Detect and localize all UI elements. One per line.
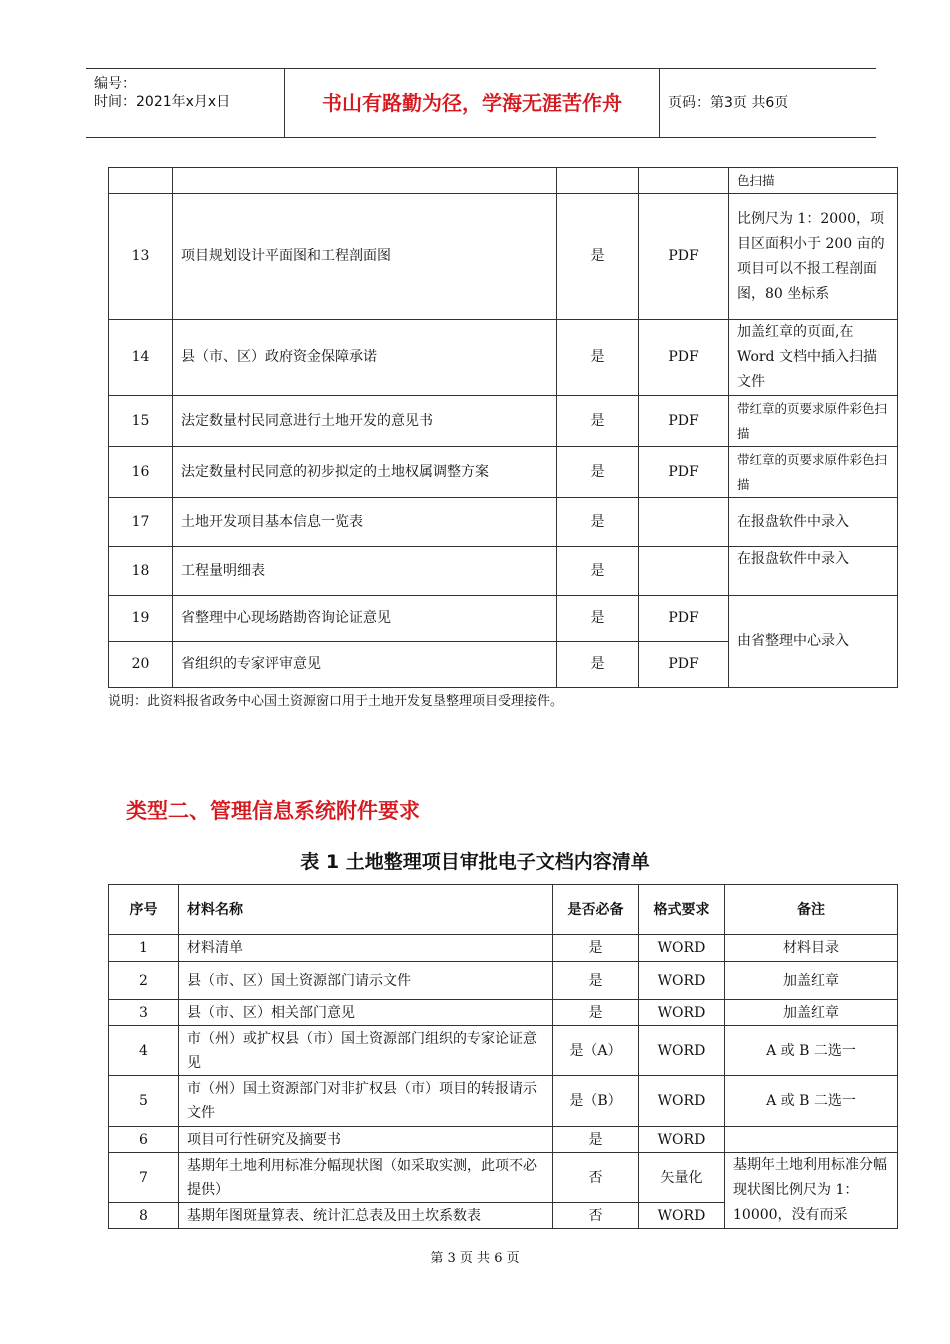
header-no: 序号 — [109, 885, 179, 935]
row-remark: 由省整理中心录入 — [729, 596, 898, 688]
table-row — [109, 1153, 898, 1203]
row-remark: A 或 B 二选一 — [725, 1076, 898, 1127]
section-title: 类型二、管理信息系统附件要求 — [126, 799, 420, 823]
table-row — [109, 1076, 898, 1127]
row-material-name: 县（市、区）政府资金保障承诺 — [173, 320, 557, 396]
row-format: WORD — [639, 1127, 725, 1153]
page-footer: 第 3 页 共 6 页 — [430, 1251, 520, 1266]
row-material-name: 市（州）国土资源部门对非扩权县（市）项目的转报请示文件 — [179, 1076, 553, 1127]
row-format: PDF — [639, 320, 729, 396]
row-number: 6 — [109, 1127, 179, 1153]
row-format: PDF — [639, 642, 729, 688]
table-row — [109, 547, 898, 596]
row-required: 是 — [557, 596, 639, 642]
table-row — [109, 596, 898, 642]
row-required: 是 — [557, 396, 639, 447]
table-row — [109, 396, 898, 447]
row-required: 是 — [553, 1000, 639, 1026]
row-number: 15 — [109, 396, 173, 447]
row-material-name: 工程量明细表 — [173, 547, 557, 596]
row-material-name: 县（市、区）国土资源部门请示文件 — [179, 962, 553, 1000]
row-format: WORD — [639, 1000, 725, 1026]
table-row — [109, 962, 898, 1000]
row-required: 否 — [553, 1153, 639, 1203]
row-material-name: 省整理中心现场踏勘咨询论证意见 — [173, 596, 557, 642]
row-format: WORD — [639, 1076, 725, 1127]
row-remark: 色扫描 — [729, 168, 898, 194]
row-format: PDF — [639, 447, 729, 498]
header-page-label: 页码：第3页 共6页 — [668, 95, 789, 111]
row-remark: 在报盘软件中录入 — [729, 498, 898, 547]
row-number: 16 — [109, 447, 173, 498]
row-material-name: 法定数量村民同意的初步拟定的土地权属调整方案 — [173, 447, 557, 498]
row-number: 13 — [109, 194, 173, 320]
row-remark: 基期年土地利用标准分幅现状图比例尺为 1：10000，没有而采 — [725, 1153, 898, 1229]
row-remark: 带红章的页要求原件彩色扫描 — [729, 396, 898, 447]
row-remark: 材料目录 — [725, 935, 898, 962]
row-remark: A 或 B 二选一 — [725, 1026, 898, 1076]
row-required: 是 — [553, 962, 639, 1000]
header-meta — [86, 69, 285, 137]
row-required: 否 — [553, 1203, 639, 1229]
row-format: WORD — [639, 935, 725, 962]
row-material-name: 省组织的专家评审意见 — [173, 642, 557, 688]
row-required — [557, 168, 639, 194]
row-number: 20 — [109, 642, 173, 688]
table-row — [109, 194, 898, 320]
row-number: 5 — [109, 1076, 179, 1127]
row-number: 8 — [109, 1203, 179, 1229]
row-number: 14 — [109, 320, 173, 396]
row-remark: 加盖红章 — [725, 962, 898, 1000]
materials-table-continued — [108, 167, 898, 688]
row-format: PDF — [639, 194, 729, 320]
table-header-row — [109, 885, 898, 935]
row-material-name: 基期年土地利用标准分幅现状图（如采取实测，此项不必提供） — [179, 1153, 553, 1203]
row-required: 是 — [557, 447, 639, 498]
row-required: 是 — [557, 194, 639, 320]
table-row — [109, 1127, 898, 1153]
table-row — [109, 447, 898, 498]
table-row — [109, 935, 898, 962]
row-material-name: 项目可行性研究及摘要书 — [179, 1127, 553, 1153]
row-number: 7 — [109, 1153, 179, 1203]
row-format: PDF — [639, 596, 729, 642]
header-format: 格式要求 — [639, 885, 725, 935]
row-format: WORD — [639, 962, 725, 1000]
header-name: 材料名称 — [179, 885, 553, 935]
row-required: 是（A） — [553, 1026, 639, 1076]
table-row — [109, 498, 898, 547]
table-row — [109, 168, 898, 194]
row-remark — [725, 1127, 898, 1153]
row-number: 18 — [109, 547, 173, 596]
row-remark: 加盖红章的页面,在 Word 文档中插入扫描文件 — [729, 320, 898, 396]
row-required: 是 — [553, 935, 639, 962]
row-number: 1 — [109, 935, 179, 962]
row-number: 3 — [109, 1000, 179, 1026]
row-format — [639, 498, 729, 547]
row-required: 是 — [553, 1127, 639, 1153]
table-row — [109, 1026, 898, 1076]
row-number: 19 — [109, 596, 173, 642]
header-time-label: 时间：2021年x月x日 — [94, 94, 231, 110]
row-material-name: 县（市、区）相关部门意见 — [179, 1000, 553, 1026]
row-number: 2 — [109, 962, 179, 1000]
row-number — [109, 168, 173, 194]
table-note: 说明：此资料报省政务中心国土资源窗口用于土地开发复垦整理项目受理接件。 — [108, 694, 564, 709]
page-header — [86, 68, 876, 138]
row-remark: 加盖红章 — [725, 1000, 898, 1026]
row-number: 4 — [109, 1026, 179, 1076]
row-material-name: 市（州）或扩权县（市）国土资源部门组织的专家论证意见 — [179, 1026, 553, 1076]
header-required: 是否必备 — [553, 885, 639, 935]
row-required: 是 — [557, 642, 639, 688]
row-material-name: 土地开发项目基本信息一览表 — [173, 498, 557, 547]
row-remark: 在报盘软件中录入 — [729, 547, 898, 596]
row-required: 是 — [557, 498, 639, 547]
header-number-label: 编号： — [94, 76, 136, 92]
table-row — [109, 320, 898, 396]
row-format — [639, 168, 729, 194]
row-remark: 比例尺为 1：2000，项目区面积小于 200 亩的项目可以不报工程剖面图，80 坐标系 — [729, 194, 898, 320]
row-format: WORD — [639, 1026, 725, 1076]
row-material-name — [173, 168, 557, 194]
row-material-name: 材料清单 — [179, 935, 553, 962]
row-material-name: 基期年图斑量算表、统计汇总表及田土坎系数表 — [179, 1203, 553, 1229]
approval-documents-table — [108, 884, 898, 1229]
header-remark: 备注 — [725, 885, 898, 935]
row-format: PDF — [639, 396, 729, 447]
header-motto: 书山有路勤为径，学海无涯苦作舟 — [285, 69, 660, 137]
row-format — [639, 547, 729, 596]
row-material-name: 法定数量村民同意进行土地开发的意见书 — [173, 396, 557, 447]
table-caption: 表 1 土地整理项目审批电子文档内容清单 — [300, 851, 650, 873]
row-required: 是 — [557, 547, 639, 596]
row-remark: 带红章的页要求原件彩色扫描 — [729, 447, 898, 498]
row-format: 矢量化 — [639, 1153, 725, 1203]
row-format: WORD — [639, 1203, 725, 1229]
row-number: 17 — [109, 498, 173, 547]
row-required: 是（B） — [553, 1076, 639, 1127]
row-material-name: 项目规划设计平面图和工程剖面图 — [173, 194, 557, 320]
row-required: 是 — [557, 320, 639, 396]
table-row — [109, 1000, 898, 1026]
